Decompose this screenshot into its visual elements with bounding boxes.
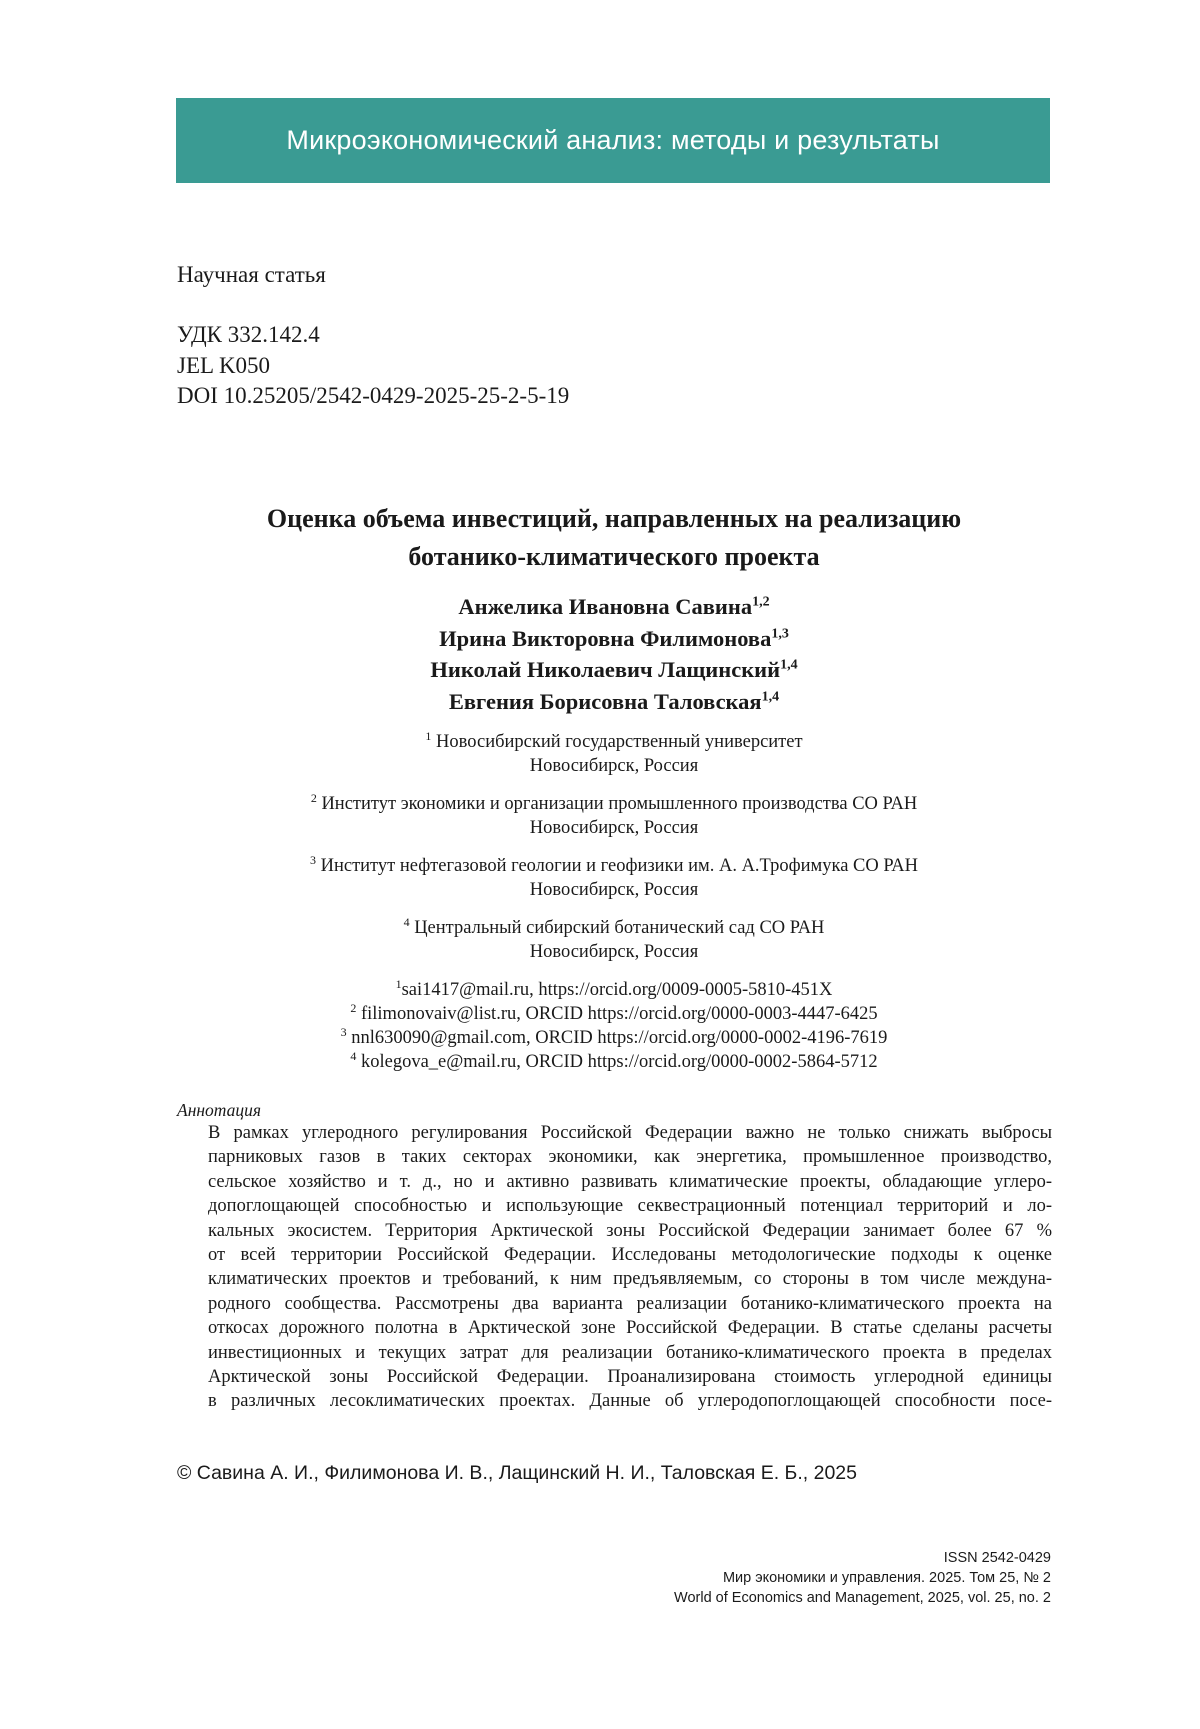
abstract-body <box>208 1121 1052 1414</box>
author <box>176 591 1052 623</box>
contact-line <box>176 1002 1052 1026</box>
abstract-label: Аннотация <box>177 1100 262 1120</box>
article-title-line: ботанико-климатического проекта <box>408 542 820 571</box>
affiliation-number: 1 <box>425 728 432 743</box>
issn: ISSN 2542-0429 <box>943 1550 1051 1566</box>
author-affiliation-ref: 1,2 <box>752 594 770 610</box>
article-title <box>176 500 1052 576</box>
affiliation-city: Новосибирск, Россия <box>529 818 699 838</box>
affiliation-number: 3 <box>309 852 316 867</box>
affiliation-org: Институт нефтегазовой геологии и геофизики им. А. А.Трофимука СО РАН <box>320 856 919 876</box>
contact-line <box>176 1026 1052 1050</box>
author-affiliation-ref: 1,4 <box>761 689 780 704</box>
jel-code: JEL K050 <box>177 352 271 378</box>
contact-text[interactable]: kolegova_e@mail.ru, ORCID https://orcid.org/0000-0002-5864-5712 <box>360 1052 878 1072</box>
contact-number: 3 <box>340 1024 347 1039</box>
abstract-line: в различных лесоклиматических проектах. Данные об углеродопоглощающей способности посе- <box>208 1391 1052 1412</box>
author-name: Анжелика Ивановна Савина <box>458 594 753 619</box>
author-affiliation-ref: 1,4 <box>780 657 798 673</box>
section-banner <box>176 98 1050 183</box>
copyright-notice: © Савина А. И., Филимонова И. В., Лащинский Н. И., Таловская Е. Б., 2025 <box>177 1462 857 1484</box>
contact-line <box>176 1050 1052 1074</box>
abstract-line: сельское хозяйство и т. д., но и активно развивать климатические проекты, обладающие углеро- <box>208 1171 1052 1192</box>
abstract-line: Арктической зоны Российской Федерации. Проанализирована стоимость углеродной единицы <box>208 1367 1052 1388</box>
abstract-line: В рамках углеродного регулирования Российской Федерации важно не только снижать выбросы <box>208 1123 1052 1143</box>
contact-line <box>176 978 1052 1002</box>
journal-citation-ru: Мир экономики и управления. 2025. Том 25, № 2 <box>722 1570 1051 1586</box>
contact-number: 4 <box>350 1048 357 1063</box>
contact-text[interactable]: nnl630090@gmail.com, ORCID https://orcid.org/0000-0002-4196-7619 <box>351 1028 888 1048</box>
affiliation <box>176 730 1052 778</box>
affiliation <box>176 854 1052 902</box>
affiliation-city: Новосибирск, Россия <box>529 880 699 900</box>
contact-number: 1 <box>395 976 402 991</box>
affiliation-city: Новосибирск, Россия <box>529 942 699 962</box>
author <box>176 654 1052 686</box>
abstract-line: допоглощающей способностью и использующие секвестрационный потенциал территорий и ло- <box>208 1196 1052 1217</box>
author-name: Евгения Борисовна Таловская <box>448 688 762 714</box>
abstract-line: родного сообщества. Рассмотрены два варианта реализации ботанико-климатического проекта на <box>208 1293 1052 1314</box>
author <box>176 686 1052 718</box>
affiliation <box>176 792 1052 840</box>
contact-text[interactable]: filimonovaiv@list.ru, ORCID https://orcid.org/0000-0003-4447-6425 <box>360 1004 878 1024</box>
affiliation-number: 2 <box>310 790 317 805</box>
author <box>176 623 1052 655</box>
affiliation <box>176 916 1052 964</box>
author-contacts <box>176 978 1052 1074</box>
article-title-line: Оценка объема инвестиций, направленных на реализацию <box>266 504 962 533</box>
article-type: Научная статья <box>177 262 326 287</box>
udc-code: УДК 332.142.4 <box>177 322 320 347</box>
abstract-line: парниковых газов в таких секторах экономики, как энергетика, промышленное производство, <box>208 1147 1052 1168</box>
author-name: Николай Николаевич Лащинский <box>430 657 781 682</box>
abstract-line: откосах дорожного полотна в Арктической зоне Российской Федерации. В статье сделаны расчеты <box>208 1318 1052 1339</box>
contact-text[interactable]: sai1417@mail.ru, https://orcid.org/0009-0005-5810-451X <box>401 980 833 1000</box>
abstract-line: инвестиционных и текущих затрат для реализации ботанико-климатического проекта в пределах <box>208 1342 1052 1363</box>
author-affiliation-ref: 1,3 <box>771 626 789 641</box>
abstract-line: климатических проектов и требований, к ним предъявляемым, со стороны в том числе междуна- <box>208 1269 1052 1290</box>
author-name: Ирина Викторовна Филимонова <box>439 625 772 651</box>
affiliation-org: Центральный сибирский ботанический сад СО РАН <box>414 918 825 938</box>
affiliation-city: Новосибирск, Россия <box>529 756 699 776</box>
affiliation-number: 4 <box>403 914 410 929</box>
affiliation-org: Институт экономики и организации промышленного производства СО РАН <box>321 794 918 814</box>
journal-footer <box>674 1548 1051 1608</box>
contact-number: 2 <box>350 1000 357 1015</box>
abstract-line: кальных экосистем. Территория Арктической зоны Российской Федерации занимает более 67 % <box>208 1220 1052 1241</box>
abstract-line: от всей территории Российской Федерации. Исследованы методологические подходы к оценке <box>208 1245 1052 1266</box>
affiliation-org: Новосибирский государственный университет <box>436 732 803 752</box>
journal-citation-en: World of Economics and Management, 2025, vol. 25, no. 2 <box>674 1590 1051 1606</box>
doi: DOI 10.25205/2542-0429-2025-25-2-5-19 <box>177 383 570 408</box>
section-title: Микроэкономический анализ: методы и результаты <box>286 125 940 155</box>
author-list <box>176 591 1052 717</box>
article-metadata <box>177 320 569 412</box>
